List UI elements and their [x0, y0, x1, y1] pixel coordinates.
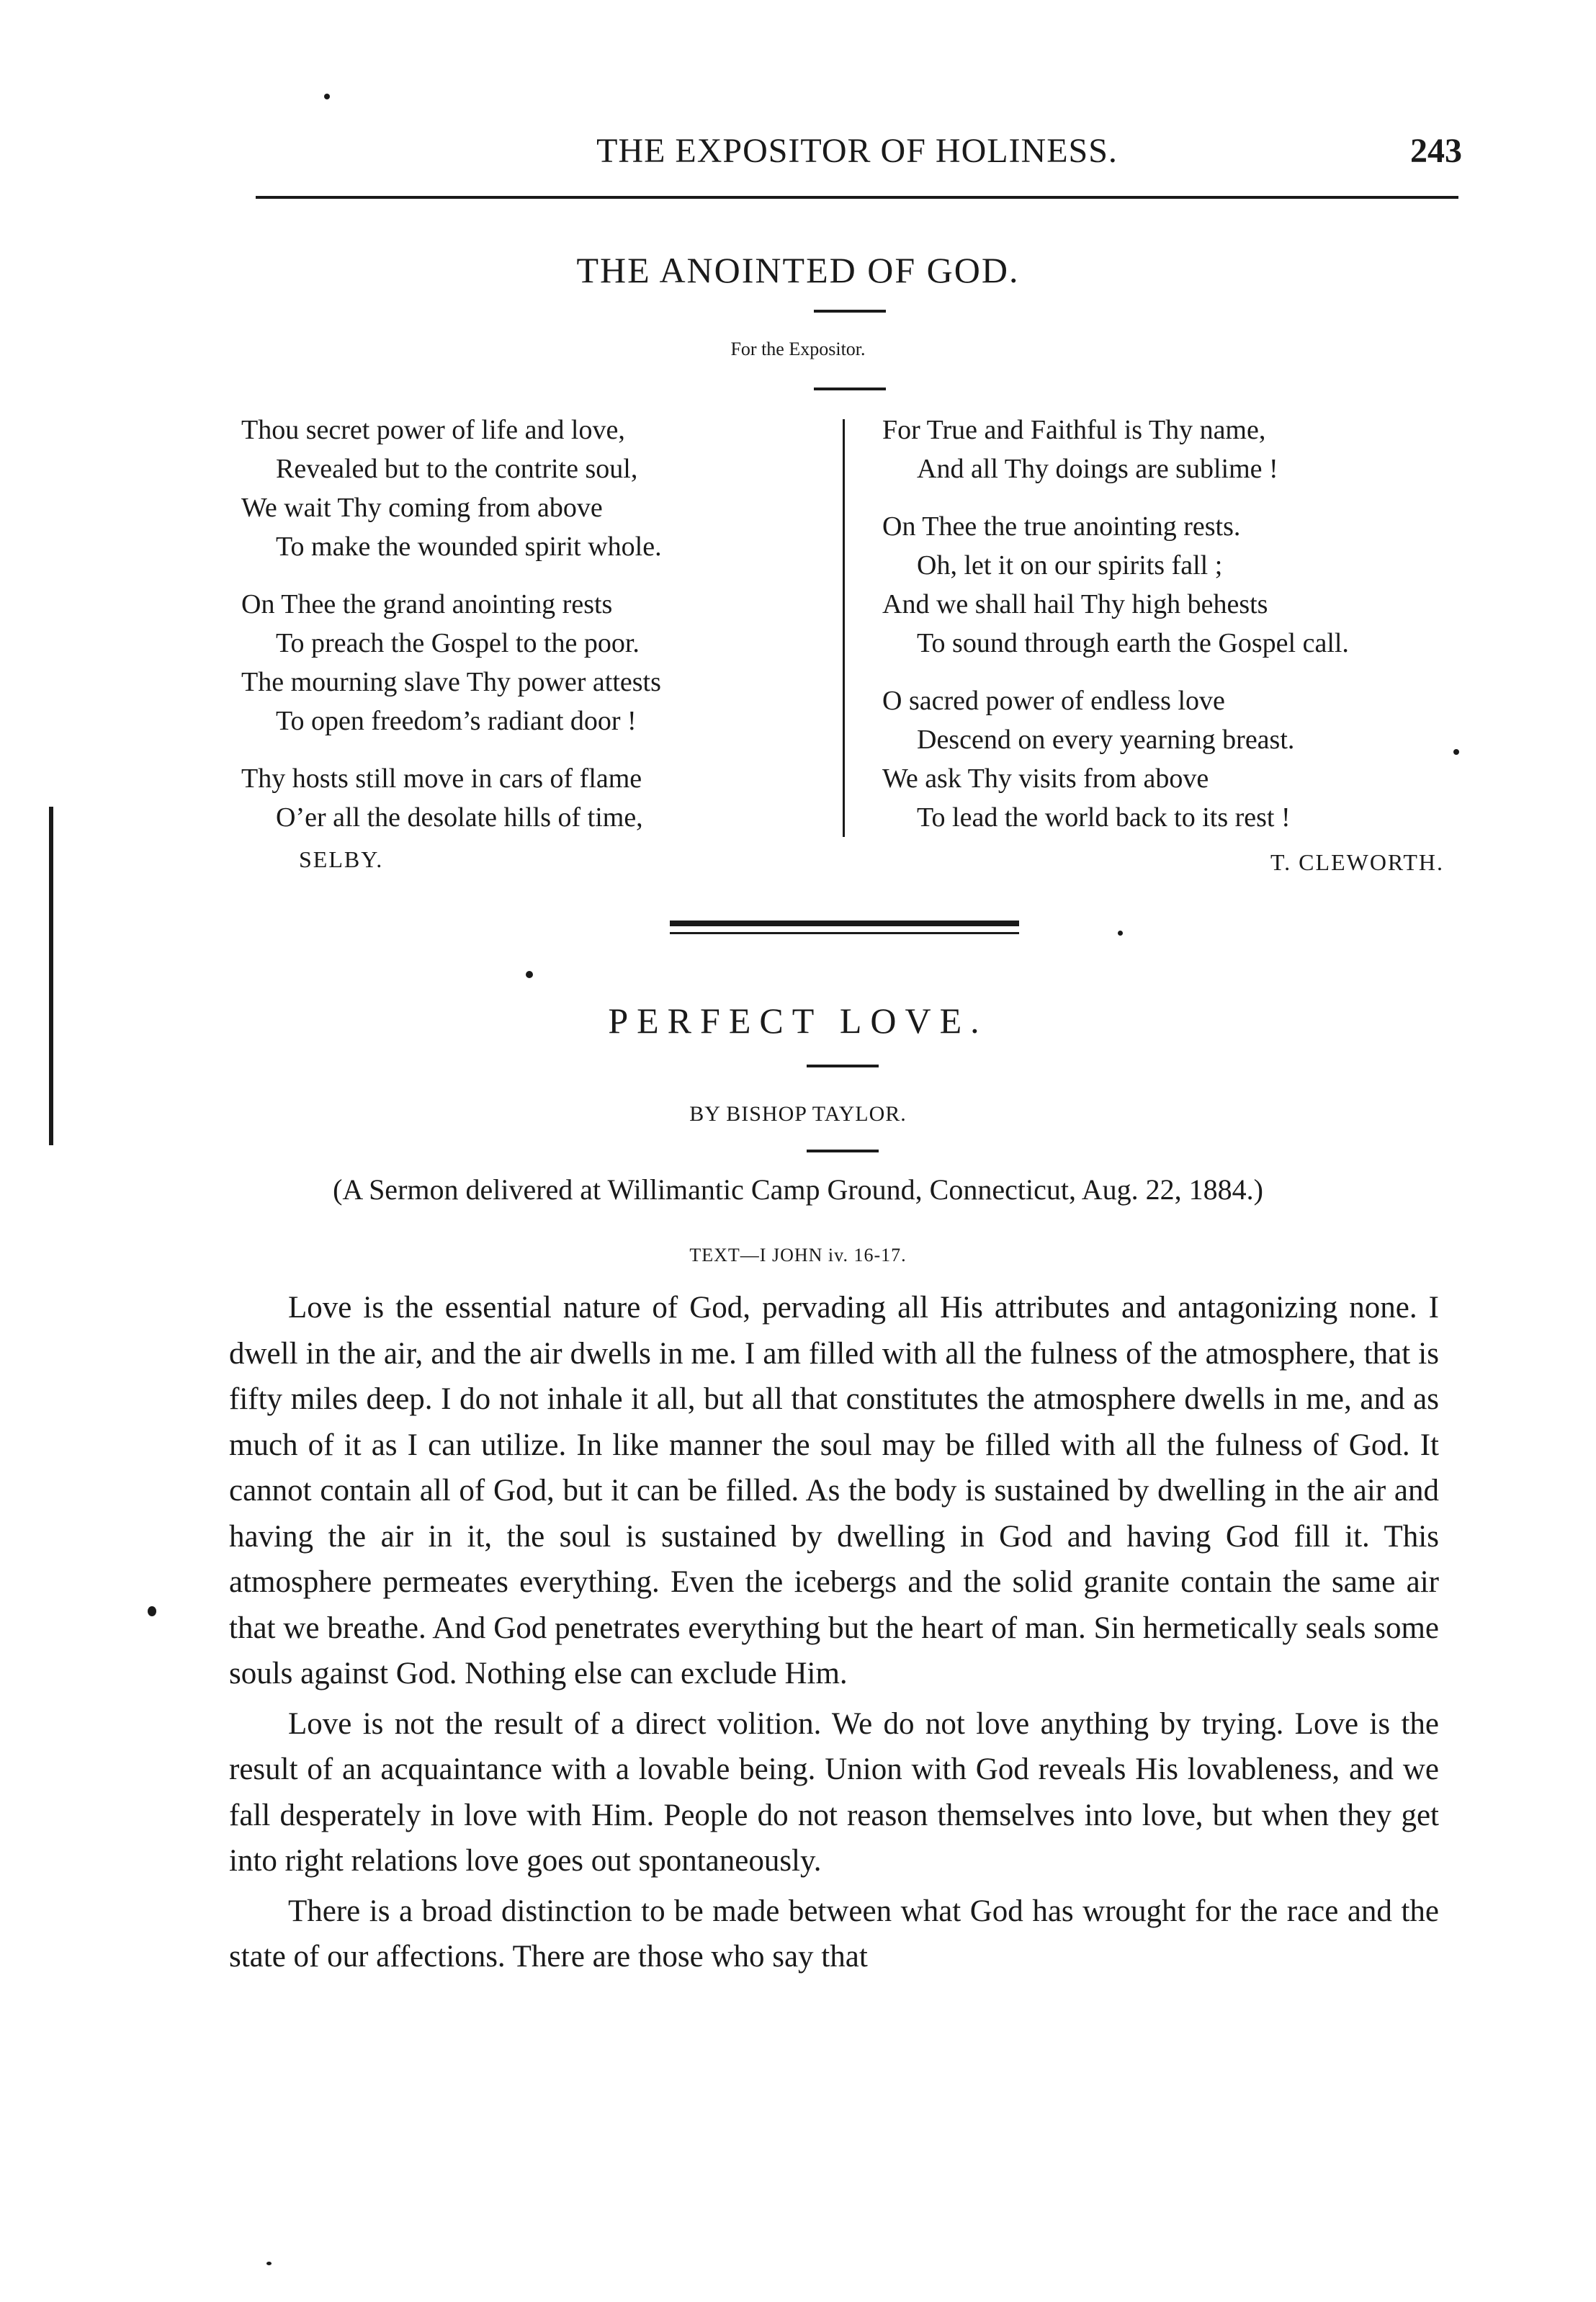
verse-line: To preach the Gospel to the poor. [276, 628, 640, 658]
section-separator-thick [670, 921, 1019, 926]
column-divider [843, 419, 845, 837]
verse-line: We wait Thy coming from above [241, 493, 603, 523]
verse-line: On Thee the grand anointing rests [241, 589, 613, 619]
scan-speck [1453, 749, 1459, 755]
poem-source: For the Expositor. [730, 339, 866, 359]
verse-line: O sacred power of endless love [882, 686, 1225, 716]
stanza [241, 585, 832, 740]
scan-speck [526, 971, 533, 978]
poem-signature-left: SELBY. [299, 846, 384, 872]
scripture-reference: TEXT—I JOHN iv. 16-17. [689, 1245, 907, 1266]
title-rule [814, 310, 886, 313]
verse-line: To open freedom’s radiant door ! [276, 706, 637, 736]
verse-line: On Thee the true anointing rests. [882, 511, 1241, 542]
title-rule [807, 1065, 879, 1067]
sermon-title: PERFECT LOVE. [608, 1000, 988, 1041]
author-rule [807, 1150, 879, 1152]
source-rule [814, 388, 886, 390]
verse-line: Thy hosts still move in cars of flame [241, 763, 642, 794]
verse-line: And we shall hail Thy high behests [882, 589, 1268, 619]
verse-line: The mourning slave Thy power attests [241, 667, 661, 697]
scan-speck [1118, 931, 1123, 936]
verse-line: Descend on every yearning breast. [917, 725, 1295, 755]
sermon-body [229, 1285, 1439, 1984]
verse-line: To make the wounded spirit whole. [276, 532, 662, 562]
running-title: THE EXPOSITOR OF HOLINESS. [596, 132, 1118, 170]
header-rule [256, 196, 1458, 199]
stanza [882, 411, 1473, 488]
page-number: 243 [1410, 132, 1462, 170]
scan-speck [148, 1606, 156, 1616]
verse-line: To sound through earth the Gospel call. [917, 628, 1349, 658]
scan-speck [324, 94, 330, 99]
stanza [241, 411, 832, 566]
sermon-author: BY BISHOP TAYLOR. [689, 1102, 907, 1126]
scan-margin-mark [49, 807, 53, 1145]
verse-line: Oh, let it on our spirits fall ; [917, 550, 1223, 581]
running-header [252, 131, 1462, 182]
poem-title: THE ANOINTED OF GOD. [576, 250, 1020, 290]
stanza [882, 507, 1473, 663]
verse-line: Thou secret power of life and love, [241, 415, 625, 445]
verse-line: To lead the world back to its rest ! [917, 802, 1291, 833]
sermon-occasion: (A Sermon delivered at Willimantic Camp Ground, Connecticut, Aug. 22, 1884.) [333, 1173, 1263, 1206]
poem-right-column [882, 411, 1473, 882]
verse-line: We ask Thy visits from above [882, 763, 1209, 794]
section-separator-thin [670, 932, 1019, 934]
verse-line: O’er all the desolate hills of time, [276, 802, 643, 833]
stanza [241, 759, 832, 837]
body-paragraph: There is a broad distinction to be made between what God has wrought for the race and the state of our affections. There are those who say that [229, 1894, 1439, 1974]
verse-line: Revealed but to the contrite soul, [276, 454, 638, 484]
stanza [882, 681, 1473, 837]
poem-left-column [241, 411, 832, 879]
body-paragraph: Love is the essential nature of God, pervading all His attributes and antagonizing none. I dwell in the air, and the air dwells in me. I am filled with all the fulness of the atmosphere, that is fifty miles deep. I do not inhale it all, but all that constitutes the atmosphere dwells in me, and as much of it as I can utilize. In like manner the soul may be filled with all the fulness of God. It cannot contain all of God, but it can be filled. As the body is sustained by dwelling in the air and having the air in it, the soul is sustained by dwelling in God and having God fill it. This atmosphere permeates everything. Even the icebergs and the solid granite contain the same air that we breathe. And God penetrates everything but the heart of man. Sin hermetically seals some souls against God. Nothing else can exclude Him. [229, 1291, 1439, 1690]
verse-line: For True and Faithful is Thy name, [882, 415, 1266, 445]
verse-line: And all Thy doings are sublime ! [917, 454, 1278, 484]
body-paragraph: Love is not the result of a direct volition. We do not love anything by trying. Love is the result of an acquaintance with a lovable being. Union with God reveals His lovableness, and we fall desperately in love with Him. People do not reason themselves into love, but when they get into right relations love goes out spontaneously. [229, 1706, 1439, 1878]
scan-speck [266, 2262, 272, 2265]
poem-signature-right: T. CLEWORTH. [1270, 849, 1444, 875]
